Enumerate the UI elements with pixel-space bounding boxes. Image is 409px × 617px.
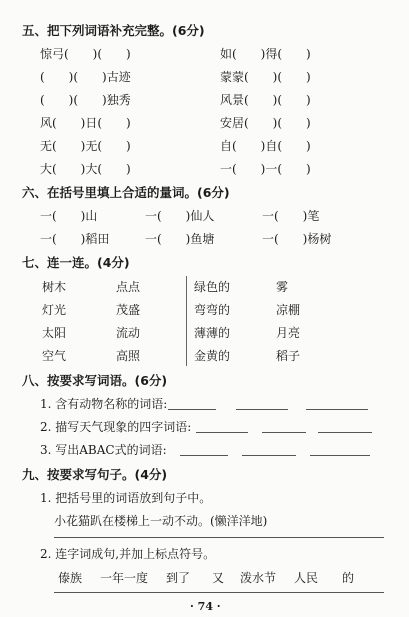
page-number: · 74 ·: [190, 600, 221, 613]
answer-line[interactable]: [196, 432, 248, 433]
match-right-b-2: 凉棚: [276, 303, 301, 317]
scrambled-word-5: 泼水节: [240, 571, 277, 585]
section-5-title: 五、把下列词语补充完整。(6分): [22, 23, 205, 38]
measure-word-4: 一( )稻田: [40, 232, 110, 246]
match-left-a-3: 太阳: [42, 326, 67, 340]
idiom-right-1: 如( )得( ): [220, 47, 311, 61]
idiom-left-5: 无( )无( ): [40, 139, 131, 153]
match-left-b-4: 高照: [116, 349, 141, 363]
idiom-left-1: 惊弓( )( ): [40, 47, 131, 61]
word-task-2: 2. 描写天气现象的四字词语:: [40, 420, 192, 434]
answer-line[interactable]: [310, 455, 370, 456]
measure-word-6: 一( )杨树: [262, 232, 332, 246]
scrambled-word-2: 一年一度: [100, 571, 149, 585]
match-left-a-2: 灯光: [42, 303, 67, 317]
sentence-task-1: 1. 把括号里的词语放到句子中。: [40, 491, 212, 505]
idiom-left-6: 大( )大( ): [40, 162, 131, 176]
measure-word-1: 一( )山: [40, 209, 98, 223]
measure-word-2: 一( )仙人: [145, 209, 215, 223]
word-task-1: 1. 含有动物名称的词语:: [40, 397, 168, 411]
answer-line[interactable]: [236, 409, 288, 410]
answer-line[interactable]: [180, 455, 228, 456]
idiom-left-4: 风( )日( ): [40, 116, 131, 130]
word-task-3: 3. 写出ABAC式的词语:: [40, 443, 167, 457]
idiom-right-6: 一( )一( ): [220, 162, 311, 176]
idiom-right-5: 自( )自( ): [220, 139, 311, 153]
idiom-left-2: ( )( )古迹: [40, 70, 131, 84]
answer-line[interactable]: [168, 409, 216, 410]
sentence-task-2: 2. 连字词成句,并加上标点符号。: [40, 547, 216, 561]
answer-line[interactable]: [306, 409, 368, 410]
answer-line[interactable]: [262, 432, 306, 433]
match-right-a-2: 弯弯的: [194, 303, 231, 317]
match-right-b-4: 稻子: [276, 349, 301, 363]
idiom-right-4: 安居( )( ): [220, 116, 311, 130]
answer-line[interactable]: [318, 432, 372, 433]
match-left-a-1: 树木: [42, 280, 67, 294]
match-left-a-4: 空气: [42, 349, 67, 363]
scrambled-word-1: 傣族: [58, 571, 83, 585]
measure-word-3: 一( )笔: [262, 209, 320, 223]
idiom-left-3: ( )( )独秀: [40, 93, 131, 107]
idiom-right-3: 风景( )( ): [220, 93, 311, 107]
scrambled-word-3: 到了: [166, 571, 191, 585]
match-left-b-3: 流动: [116, 326, 141, 340]
match-left-b-1: 点点: [116, 280, 141, 294]
match-left-b-2: 茂盛: [116, 303, 141, 317]
answer-line[interactable]: [242, 455, 296, 456]
match-right-b-3: 月亮: [276, 326, 301, 340]
sentence-task-1-prompt: 小花猫趴在楼梯上一动不动。(懒洋洋地): [54, 514, 268, 528]
section-9-title: 九、按要求写句子。(4分): [22, 467, 168, 482]
match-right-b-1: 雾: [276, 280, 289, 294]
measure-word-5: 一( )鱼塘: [145, 232, 215, 246]
idiom-right-2: 蒙蒙( )( ): [220, 70, 311, 84]
scrambled-word-7: 的: [342, 571, 355, 585]
sentence-answer-line-1[interactable]: [54, 537, 384, 538]
match-right-a-3: 薄薄的: [194, 326, 231, 340]
sentence-answer-line-2[interactable]: [54, 592, 384, 593]
match-right-a-4: 金黄的: [194, 349, 231, 363]
scrambled-word-4: 又: [212, 571, 225, 585]
scrambled-word-6: 人民: [294, 571, 319, 585]
section-7-title: 七、连一连。(4分): [22, 255, 130, 270]
match-right-a-1: 绿色的: [194, 280, 231, 294]
section-8-title: 八、按要求写词语。(6分): [22, 373, 168, 388]
matching-divider: [186, 276, 187, 366]
section-6-title: 六、在括号里填上合适的量词。(6分): [22, 185, 230, 200]
